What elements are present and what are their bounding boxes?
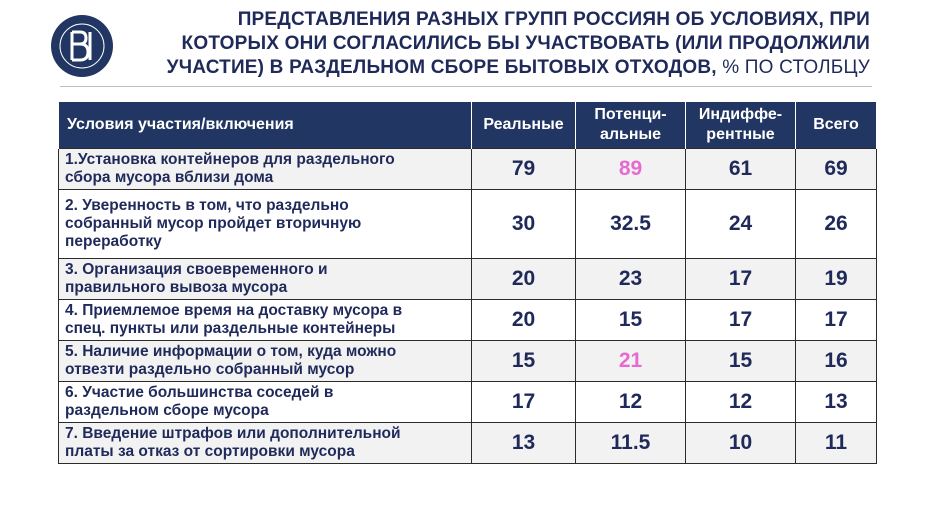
table-row	[59, 423, 877, 464]
column-header-line2: рентные	[706, 126, 775, 143]
cell-value: 15	[472, 341, 576, 382]
cell-value: 17	[686, 300, 796, 341]
column-header-line1: Всего	[813, 116, 859, 133]
cell-value: 17	[796, 300, 877, 341]
table-body	[59, 149, 877, 464]
cell-value: 12	[686, 382, 796, 423]
row-label-line2: собранный мусор пройдет вторичную	[65, 215, 362, 232]
row-label	[59, 190, 472, 259]
row-label	[59, 300, 472, 341]
cell-value: 89	[576, 149, 686, 190]
cell-value: 32.5	[576, 190, 686, 259]
table-row	[59, 259, 877, 300]
title-line-3-text: УЧАСТИЕ) В РАЗДЕЛЬНОМ СБОРЕ БЫТОВЫХ ОТХОДОВ,	[166, 57, 717, 78]
cell-value: 20	[472, 300, 576, 341]
row-label-line2: правильного вывоза мусора	[65, 279, 288, 296]
row-label-line1: 6. Участие большинства соседей в	[65, 384, 334, 401]
cell-value: 16	[796, 341, 877, 382]
hse-logo-icon	[50, 14, 114, 78]
row-label-line2: сбора мусора вблизи дома	[65, 169, 274, 186]
table-header-row	[59, 102, 877, 149]
cell-value: 13	[796, 382, 877, 423]
cell-value: 23	[576, 259, 686, 300]
cell-value: 15	[576, 300, 686, 341]
cell-value: 19	[796, 259, 877, 300]
title-line-2: КОТОРЫХ ОНИ СОГЛАСИЛИСЬ БЫ УЧАСТВОВАТЬ (ИЛИ ПРОДОЛЖИЛИ	[181, 33, 870, 54]
row-label	[59, 423, 472, 464]
table-row	[59, 190, 877, 259]
row-label	[59, 259, 472, 300]
row-label-line1: 4. Приемлемое время на доставку мусора в	[65, 302, 403, 319]
title-line-3	[130, 56, 870, 80]
cell-value: 11.5	[576, 423, 686, 464]
cell-value: 15	[686, 341, 796, 382]
row-label	[59, 382, 472, 423]
column-header-1	[472, 102, 576, 149]
title-divider	[60, 86, 872, 87]
cell-value: 79	[472, 149, 576, 190]
cell-value: 61	[686, 149, 796, 190]
cell-value: 24	[686, 190, 796, 259]
cell-value: 30	[472, 190, 576, 259]
data-table	[58, 102, 877, 464]
table-row	[59, 382, 877, 423]
cell-value: 20	[472, 259, 576, 300]
cell-value: 12	[576, 382, 686, 423]
page-title	[130, 8, 870, 80]
cell-value: 17	[472, 382, 576, 423]
row-label-line1: 3. Организация своевременного и	[65, 261, 328, 278]
column-header-3	[686, 102, 796, 149]
row-label-line2: раздельном сборе мусора	[65, 402, 269, 419]
table-row	[59, 149, 877, 190]
column-header-4	[796, 102, 877, 149]
row-label-line3: переработку	[65, 233, 162, 250]
cell-value: 10	[686, 423, 796, 464]
column-header-line1: Потенци-	[594, 106, 667, 123]
column-header-line1: Условия участия/включения	[67, 116, 294, 133]
cell-value: 69	[796, 149, 877, 190]
cell-value: 13	[472, 423, 576, 464]
row-label-line1: 2. Уверенность в том, что раздельно	[65, 197, 349, 214]
row-label	[59, 341, 472, 382]
cell-value: 21	[576, 341, 686, 382]
cell-value: 17	[686, 259, 796, 300]
title-line-1: ПРЕДСТАВЛЕНИЯ РАЗНЫХ ГРУПП РОССИЯН ОБ УСЛОВИЯХ, ПРИ	[237, 9, 870, 30]
table-row	[59, 341, 877, 382]
row-label-line1: 7. Введение штрафов или дополнительной	[65, 425, 401, 442]
title-suffix: % ПО СТОЛБЦУ	[716, 57, 870, 78]
column-header-0	[59, 102, 472, 149]
row-label-line2: платы за отказ от сортировки мусора	[65, 443, 355, 460]
column-header-line1: Индиффе-	[698, 106, 783, 123]
column-header-2	[576, 102, 686, 149]
row-label-line2: отвезти раздельно собранный мусор	[65, 361, 355, 378]
row-label	[59, 149, 472, 190]
row-label-line1: 5. Наличие информации о том, куда можно	[65, 343, 397, 360]
row-label-line2: спец. пункты или раздельные контейнеры	[65, 320, 396, 337]
column-header-line1: Реальные	[483, 116, 564, 133]
cell-value: 26	[796, 190, 877, 259]
row-label-line1: 1.Установка контейнеров для раздельного	[65, 151, 395, 168]
table-row	[59, 300, 877, 341]
cell-value: 11	[796, 423, 877, 464]
column-header-line2: альные	[599, 126, 662, 143]
